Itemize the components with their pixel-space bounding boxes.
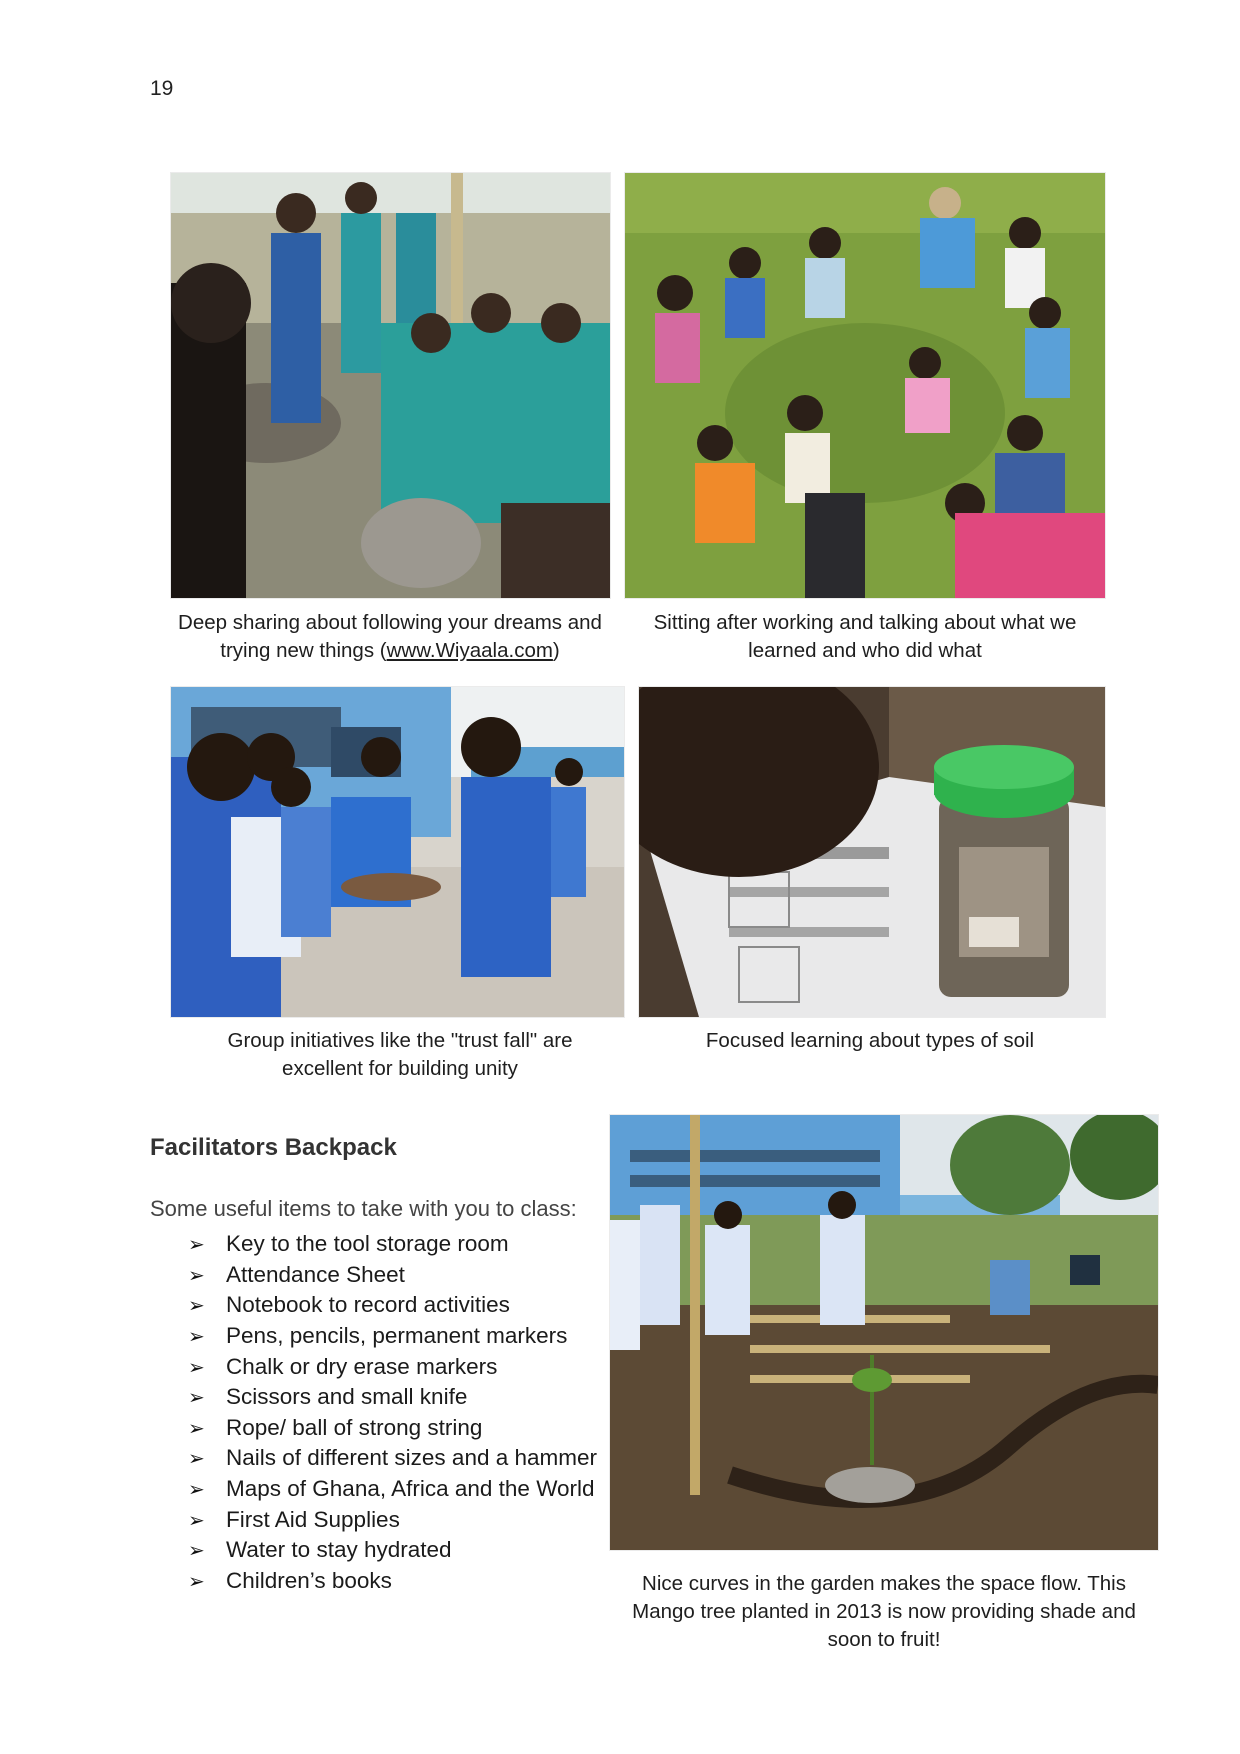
arrow-bullet-icon: ➢ [188, 1507, 205, 1532]
arrow-bullet-icon: ➢ [188, 1324, 205, 1349]
caption-sitting-circle: Sitting after working and talking about what we learned and who did what [653, 611, 1077, 662]
caption-soil-learning: Focused learning about types of soil [705, 1029, 1035, 1052]
list-item-label: Pens, pencils, permanent markers [226, 1323, 568, 1349]
arrow-bullet-icon: ➢ [188, 1568, 205, 1593]
section-heading: Facilitators Backpack [150, 1134, 397, 1161]
list-item [188, 1351, 597, 1382]
list-item-label: Notebook to record activities [226, 1292, 510, 1318]
arrow-bullet-icon: ➢ [188, 1293, 205, 1318]
backpack-intro: Some useful items to take with you to class: [150, 1196, 577, 1221]
photo-sitting-circle [625, 173, 1105, 598]
list-item [188, 1229, 597, 1260]
arrow-bullet-icon: ➢ [188, 1354, 205, 1379]
photo-deep-sharing [171, 173, 610, 598]
arrow-bullet-icon: ➢ [188, 1415, 205, 1440]
list-item-label: Children’s books [226, 1567, 392, 1593]
caption-deep-sharing-line2: trying new things ( [220, 639, 387, 662]
backpack-list [188, 1229, 597, 1596]
caption-group-initiative: Group initiatives like the "trust fall" are excellent for building unity [227, 1029, 573, 1080]
wiyaala-link[interactable]: www.Wiyaala.com [386, 639, 553, 662]
arrow-bullet-icon: ➢ [188, 1446, 205, 1471]
caption-deep-sharing [165, 609, 615, 665]
list-item-label: Scissors and small knife [226, 1384, 468, 1410]
list-item [188, 1413, 597, 1444]
caption-deep-sharing-end: ) [552, 639, 560, 662]
list-item-label: Maps of Ghana, Africa and the World [226, 1476, 595, 1502]
arrow-bullet-icon: ➢ [188, 1385, 205, 1410]
list-item-label: Water to stay hydrated [226, 1537, 452, 1563]
list-item [188, 1260, 597, 1291]
photo-soil-learning [639, 687, 1105, 1017]
photo-group-initiative [171, 687, 624, 1017]
caption-garden-curves: Nice curves in the garden makes the space flow. This Mango tree planted in 2013 is now providing shade and soon to fruit! [632, 1572, 1136, 1651]
arrow-bullet-icon: ➢ [188, 1232, 205, 1257]
caption-deep-sharing-line1: Deep sharing about following your dreams and [178, 611, 602, 634]
list-item [188, 1535, 597, 1566]
photo-garden-curves [610, 1115, 1158, 1550]
list-item-label: Nails of different sizes and a hammer [226, 1445, 598, 1471]
list-item [188, 1382, 597, 1413]
arrow-bullet-icon: ➢ [188, 1538, 205, 1563]
list-item-label: Rope/ ball of strong string [226, 1414, 483, 1440]
list-item-label: Chalk or dry erase markers [226, 1353, 498, 1379]
list-item-label: Key to the tool storage room [226, 1231, 509, 1257]
list-item [188, 1566, 597, 1597]
page-number: 19 [150, 77, 174, 100]
list-item [188, 1474, 597, 1505]
list-item-label: First Aid Supplies [226, 1506, 400, 1532]
list-item [188, 1290, 597, 1321]
list-item-label: Attendance Sheet [226, 1261, 405, 1287]
list-item [188, 1504, 597, 1535]
list-item [188, 1321, 597, 1352]
list-item [188, 1443, 597, 1474]
arrow-bullet-icon: ➢ [188, 1477, 205, 1502]
arrow-bullet-icon: ➢ [188, 1262, 205, 1287]
